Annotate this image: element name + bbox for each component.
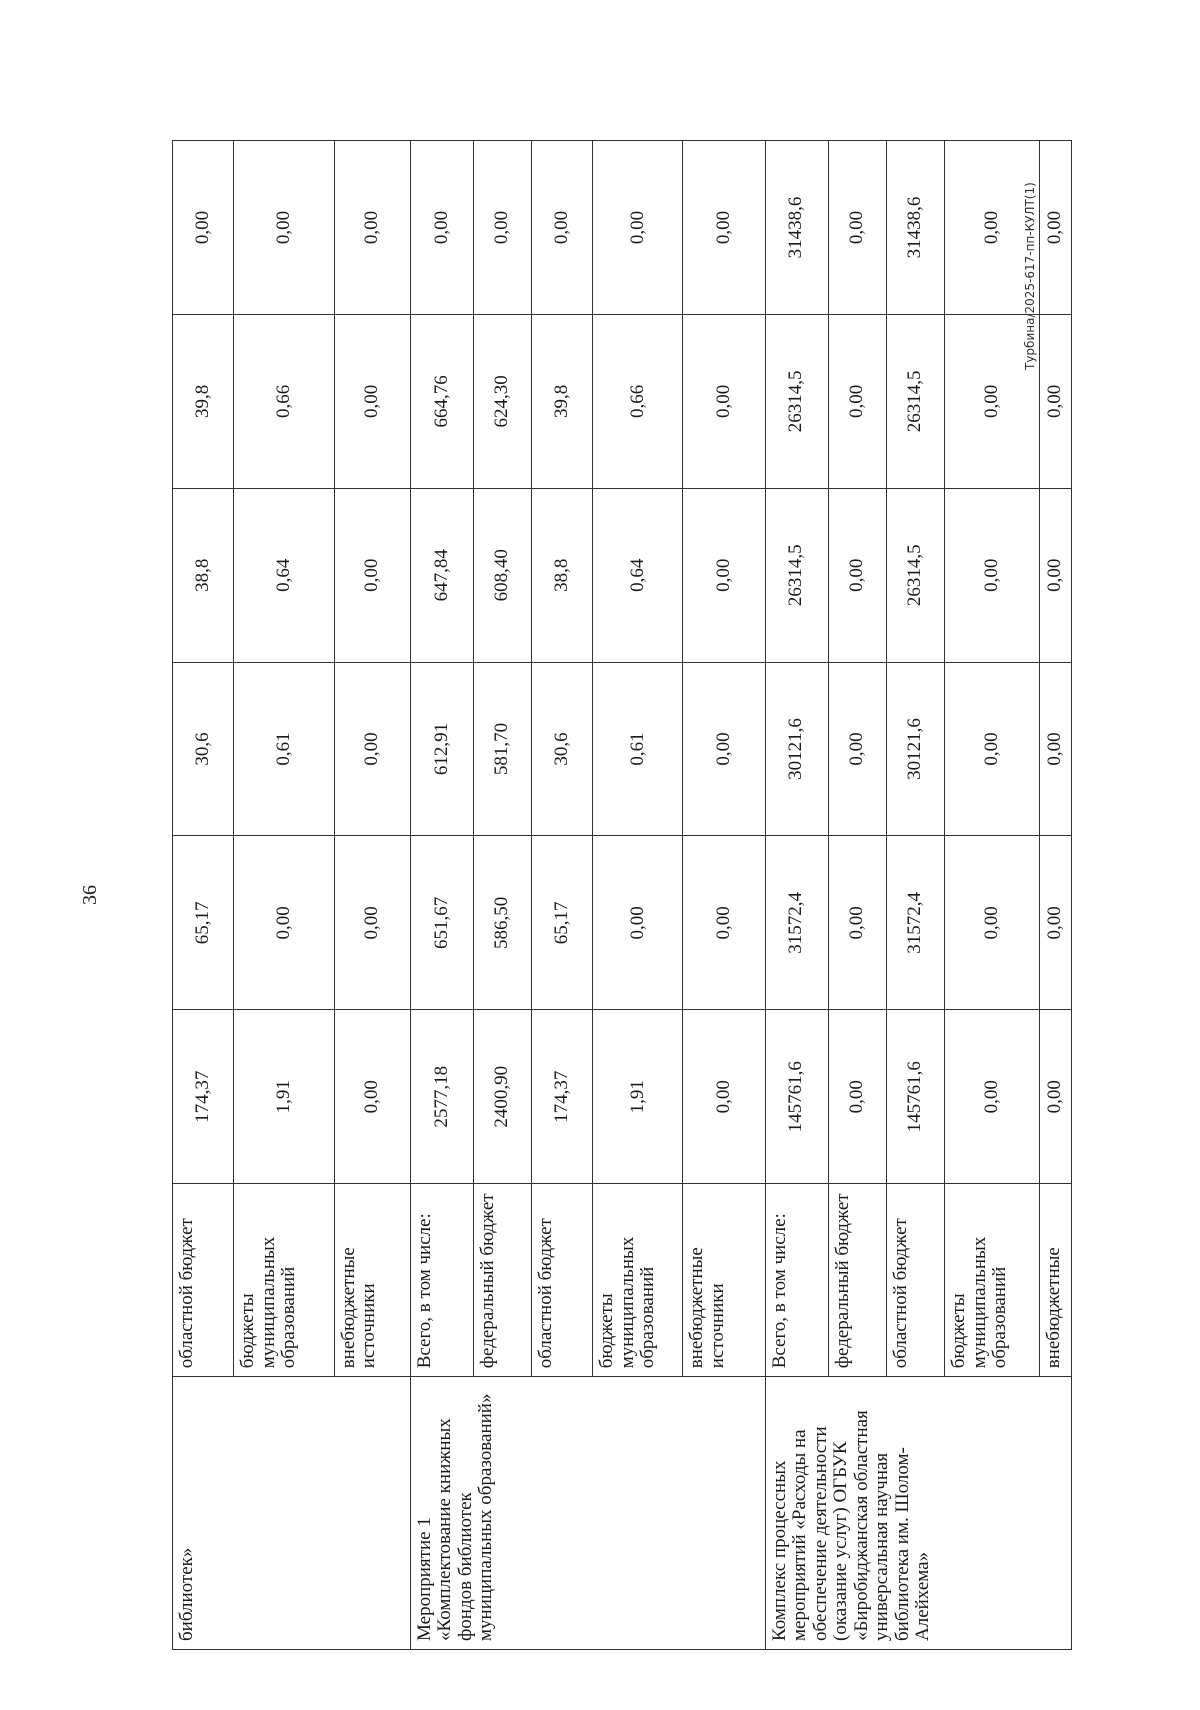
program-name-cell: библиотек» [173, 1377, 411, 1650]
amount-cell: 38,8 [532, 488, 593, 662]
amount-cell: 145761,6 [765, 1010, 828, 1184]
funding-source-cell: областной бюджет [887, 1184, 945, 1377]
amount-cell: 31438,6 [887, 141, 945, 315]
amount-cell: 38,8 [173, 488, 234, 662]
amount-cell: 0,00 [683, 488, 765, 662]
amount-cell: 0,00 [828, 141, 886, 315]
amount-cell: 0,00 [945, 1010, 1040, 1184]
amount-cell: 0,00 [683, 141, 765, 315]
amount-cell: 26314,5 [765, 314, 828, 488]
amount-cell: 174,37 [532, 1010, 593, 1184]
amount-cell: 30,6 [532, 662, 593, 836]
program-name-cell: Комплекс процессных мероприятий «Расходы на обеспечение деятельности (оказание услуг) ОГБУК «Биробиджанская областная универсальная научная библиотека им. Шолом-Алейхема» [765, 1377, 1071, 1650]
amount-cell: 0,00 [828, 314, 886, 488]
amount-cell: 174,37 [173, 1010, 234, 1184]
funding-source-cell: Всего, в том числе: [765, 1184, 828, 1377]
amount-cell: 0,00 [334, 141, 410, 315]
amount-cell: 0,00 [945, 836, 1040, 1010]
amount-cell: 31572,4 [887, 836, 945, 1010]
amount-cell: 26314,5 [765, 488, 828, 662]
amount-cell: 0,64 [234, 488, 334, 662]
amount-cell: 0,64 [593, 488, 683, 662]
amount-cell: 0,00 [1040, 836, 1072, 1010]
funding-source-cell: областной бюджет [173, 1184, 234, 1377]
funding-source-cell: бюджеты муниципальных образований [593, 1184, 683, 1377]
amount-cell: 65,17 [173, 836, 234, 1010]
amount-cell: 0,00 [945, 314, 1040, 488]
amount-cell: 30121,6 [765, 662, 828, 836]
amount-cell: 0,00 [334, 314, 410, 488]
amount-cell: 0,00 [828, 1010, 886, 1184]
amount-cell: 581,70 [474, 662, 532, 836]
amount-cell: 39,8 [532, 314, 593, 488]
amount-cell: 0,61 [593, 662, 683, 836]
funding-table-body [173, 141, 1072, 1650]
amount-cell: 0,66 [593, 314, 683, 488]
amount-cell: 0,00 [173, 141, 234, 315]
amount-cell: 0,00 [828, 836, 886, 1010]
amount-cell: 1,91 [593, 1010, 683, 1184]
funding-source-cell: федеральный бюджет [828, 1184, 886, 1377]
amount-cell: 26314,5 [887, 314, 945, 488]
amount-cell: 0,00 [828, 488, 886, 662]
amount-cell: 651,67 [410, 836, 473, 1010]
amount-cell: 0,00 [532, 141, 593, 315]
amount-cell: 0,00 [334, 836, 410, 1010]
funding-source-cell: внебюджетные [1040, 1184, 1072, 1377]
funding-source-cell: Всего, в том числе: [410, 1184, 473, 1377]
amount-cell: 0,66 [234, 314, 334, 488]
amount-cell: 65,17 [532, 836, 593, 1010]
amount-cell: 608,40 [474, 488, 532, 662]
document-stamp: Турбина/2025-617-пп-КУЛТ(1) [1023, 182, 1037, 370]
amount-cell: 0,00 [1040, 141, 1072, 315]
amount-cell: 39,8 [173, 314, 234, 488]
page-number: 36 [79, 885, 101, 905]
amount-cell: 612,91 [410, 662, 473, 836]
funding-source-cell: областной бюджет [532, 1184, 593, 1377]
amount-cell: 30121,6 [887, 662, 945, 836]
amount-cell: 0,00 [1040, 1010, 1072, 1184]
funding-table-container [172, 140, 1072, 1650]
amount-cell: 0,00 [593, 141, 683, 315]
amount-cell: 2400,90 [474, 1010, 532, 1184]
amount-cell: 30,6 [173, 662, 234, 836]
funding-source-cell: внебюджетные источники [683, 1184, 765, 1377]
amount-cell: 1,91 [234, 1010, 334, 1184]
amount-cell: 0,00 [474, 141, 532, 315]
table-row [765, 141, 828, 1650]
amount-cell: 0,00 [683, 836, 765, 1010]
amount-cell: 0,00 [945, 488, 1040, 662]
amount-cell: 145761,6 [887, 1010, 945, 1184]
amount-cell: 0,00 [945, 141, 1040, 315]
amount-cell: 0,00 [1040, 314, 1072, 488]
amount-cell: 0,00 [334, 488, 410, 662]
amount-cell: 0,00 [683, 1010, 765, 1184]
amount-cell: 0,00 [828, 662, 886, 836]
program-name-cell: Мероприятие 1 «Комплектование книжных фондов библиотек муниципальных образований» [410, 1377, 765, 1650]
amount-cell: 0,00 [1040, 488, 1072, 662]
funding-source-cell: федеральный бюджет [474, 1184, 532, 1377]
amount-cell: 0,00 [234, 141, 334, 315]
amount-cell: 31438,6 [765, 141, 828, 315]
amount-cell: 624,30 [474, 314, 532, 488]
amount-cell: 0,00 [234, 836, 334, 1010]
amount-cell: 26314,5 [887, 488, 945, 662]
amount-cell: 0,00 [683, 314, 765, 488]
funding-source-cell: внебюджетные источники [334, 1184, 410, 1377]
funding-table [172, 140, 1072, 1650]
amount-cell: 2577,18 [410, 1010, 473, 1184]
funding-source-cell: бюджеты муниципальных образований [945, 1184, 1040, 1377]
amount-cell: 0,61 [234, 662, 334, 836]
amount-cell: 0,00 [683, 662, 765, 836]
amount-cell: 0,00 [334, 1010, 410, 1184]
amount-cell: 664,76 [410, 314, 473, 488]
amount-cell: 0,00 [593, 836, 683, 1010]
amount-cell: 647,84 [410, 488, 473, 662]
table-row [410, 141, 473, 1650]
amount-cell: 0,00 [1040, 662, 1072, 836]
table-row [173, 141, 234, 1650]
funding-source-cell: бюджеты муниципальных образований [234, 1184, 334, 1377]
amount-cell: 0,00 [410, 141, 473, 315]
amount-cell: 586,50 [474, 836, 532, 1010]
amount-cell: 0,00 [334, 662, 410, 836]
amount-cell: 0,00 [945, 662, 1040, 836]
amount-cell: 31572,4 [765, 836, 828, 1010]
